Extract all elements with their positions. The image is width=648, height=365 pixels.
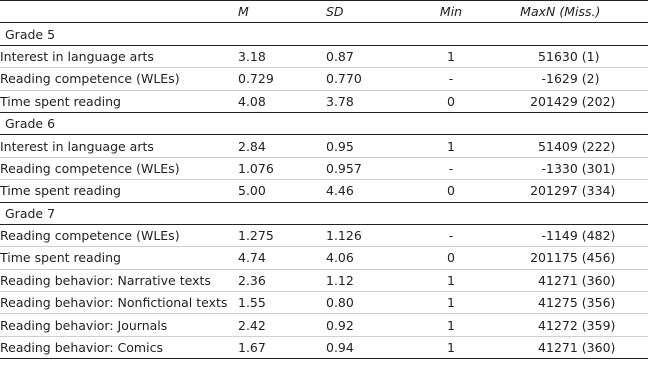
table-body (0, 23, 648, 359)
row-label: Time spent reading (0, 247, 238, 269)
table-row (0, 292, 648, 314)
sd-cell: 0.95 (326, 135, 424, 157)
min-cell: 0 (424, 180, 478, 202)
mean-cell: 1.67 (238, 336, 326, 358)
header-n-missing: (Miss.) (559, 4, 601, 20)
table-row (0, 157, 648, 179)
header-label-cell (0, 1, 238, 23)
group-header-row (0, 23, 648, 45)
n-cell: 1271 (360) (546, 269, 648, 291)
table-header (0, 1, 648, 23)
group-header-row (0, 202, 648, 224)
sd-cell: 4.46 (326, 180, 424, 202)
sd-cell: 0.80 (326, 292, 424, 314)
n-cell: 1271 (360) (546, 336, 648, 358)
header-n-symbol: N (546, 4, 556, 20)
n-cell: 1629 (2) (546, 68, 648, 90)
mean-cell: 0.729 (238, 68, 326, 90)
group-title: Grade 6 (0, 112, 648, 134)
group-title: Grade 7 (0, 202, 648, 224)
sd-cell: 0.94 (326, 336, 424, 358)
table-row (0, 336, 648, 358)
min-cell: - (424, 224, 478, 246)
header-max: Max (478, 1, 546, 23)
mean-cell: 1.076 (238, 157, 326, 179)
min-cell: 0 (424, 247, 478, 269)
n-cell: 1149 (482) (546, 224, 648, 246)
max-cell: 4 (478, 336, 546, 358)
sd-cell: 0.770 (326, 68, 424, 90)
header-min: Min (424, 1, 478, 23)
row-label: Reading behavior: Comics (0, 336, 238, 358)
max-cell: 20 (478, 247, 546, 269)
min-cell: 0 (424, 90, 478, 112)
min-cell: 1 (424, 45, 478, 67)
min-cell: 1 (424, 292, 478, 314)
max-cell: 4 (478, 292, 546, 314)
table-row (0, 269, 648, 291)
header-row (0, 1, 648, 23)
n-cell: 1175 (456) (546, 247, 648, 269)
row-label: Time spent reading (0, 90, 238, 112)
mean-cell: 4.74 (238, 247, 326, 269)
n-cell: 1409 (222) (546, 135, 648, 157)
max-cell: 5 (478, 135, 546, 157)
n-cell: 1272 (359) (546, 314, 648, 336)
table-row (0, 224, 648, 246)
row-label: Reading competence (WLEs) (0, 157, 238, 179)
max-cell: - (478, 68, 546, 90)
min-cell: 1 (424, 314, 478, 336)
sd-cell: 0.92 (326, 314, 424, 336)
row-label: Reading behavior: Nonfictional texts (0, 292, 238, 314)
mean-cell: 2.36 (238, 269, 326, 291)
table-row (0, 68, 648, 90)
mean-cell: 2.42 (238, 314, 326, 336)
header-mean: M (238, 1, 326, 23)
header-n (546, 1, 648, 23)
table-row (0, 45, 648, 67)
sd-cell: 0.957 (326, 157, 424, 179)
sd-cell: 0.87 (326, 45, 424, 67)
n-cell: 1330 (301) (546, 157, 648, 179)
row-label: Reading behavior: Journals (0, 314, 238, 336)
max-cell: - (478, 157, 546, 179)
min-cell: - (424, 157, 478, 179)
row-label: Reading behavior: Narrative texts (0, 269, 238, 291)
header-sd: SD (326, 1, 424, 23)
table-row (0, 180, 648, 202)
max-cell: 4 (478, 269, 546, 291)
sd-cell: 4.06 (326, 247, 424, 269)
table-row (0, 135, 648, 157)
sd-cell: 1.12 (326, 269, 424, 291)
row-label: Reading competence (WLEs) (0, 68, 238, 90)
row-label: Time spent reading (0, 180, 238, 202)
min-cell: - (424, 68, 478, 90)
sd-cell: 1.126 (326, 224, 424, 246)
sd-cell: 3.78 (326, 90, 424, 112)
group-header-row (0, 112, 648, 134)
max-cell: 5 (478, 45, 546, 67)
row-label: Interest in language arts (0, 135, 238, 157)
row-label: Reading competence (WLEs) (0, 224, 238, 246)
n-cell: 1429 (202) (546, 90, 648, 112)
table-row (0, 314, 648, 336)
min-cell: 1 (424, 269, 478, 291)
mean-cell: 5.00 (238, 180, 326, 202)
n-cell: 1630 (1) (546, 45, 648, 67)
mean-cell: 2.84 (238, 135, 326, 157)
max-cell: 4 (478, 314, 546, 336)
mean-cell: 3.18 (238, 45, 326, 67)
max-cell: 20 (478, 180, 546, 202)
table-row (0, 247, 648, 269)
table-row (0, 90, 648, 112)
n-cell: 1297 (334) (546, 180, 648, 202)
max-cell: - (478, 224, 546, 246)
n-cell: 1275 (356) (546, 292, 648, 314)
mean-cell: 4.08 (238, 90, 326, 112)
group-title: Grade 5 (0, 23, 648, 45)
mean-cell: 1.55 (238, 292, 326, 314)
mean-cell: 1.275 (238, 224, 326, 246)
min-cell: 1 (424, 135, 478, 157)
row-label: Interest in language arts (0, 45, 238, 67)
max-cell: 20 (478, 90, 546, 112)
min-cell: 1 (424, 336, 478, 358)
